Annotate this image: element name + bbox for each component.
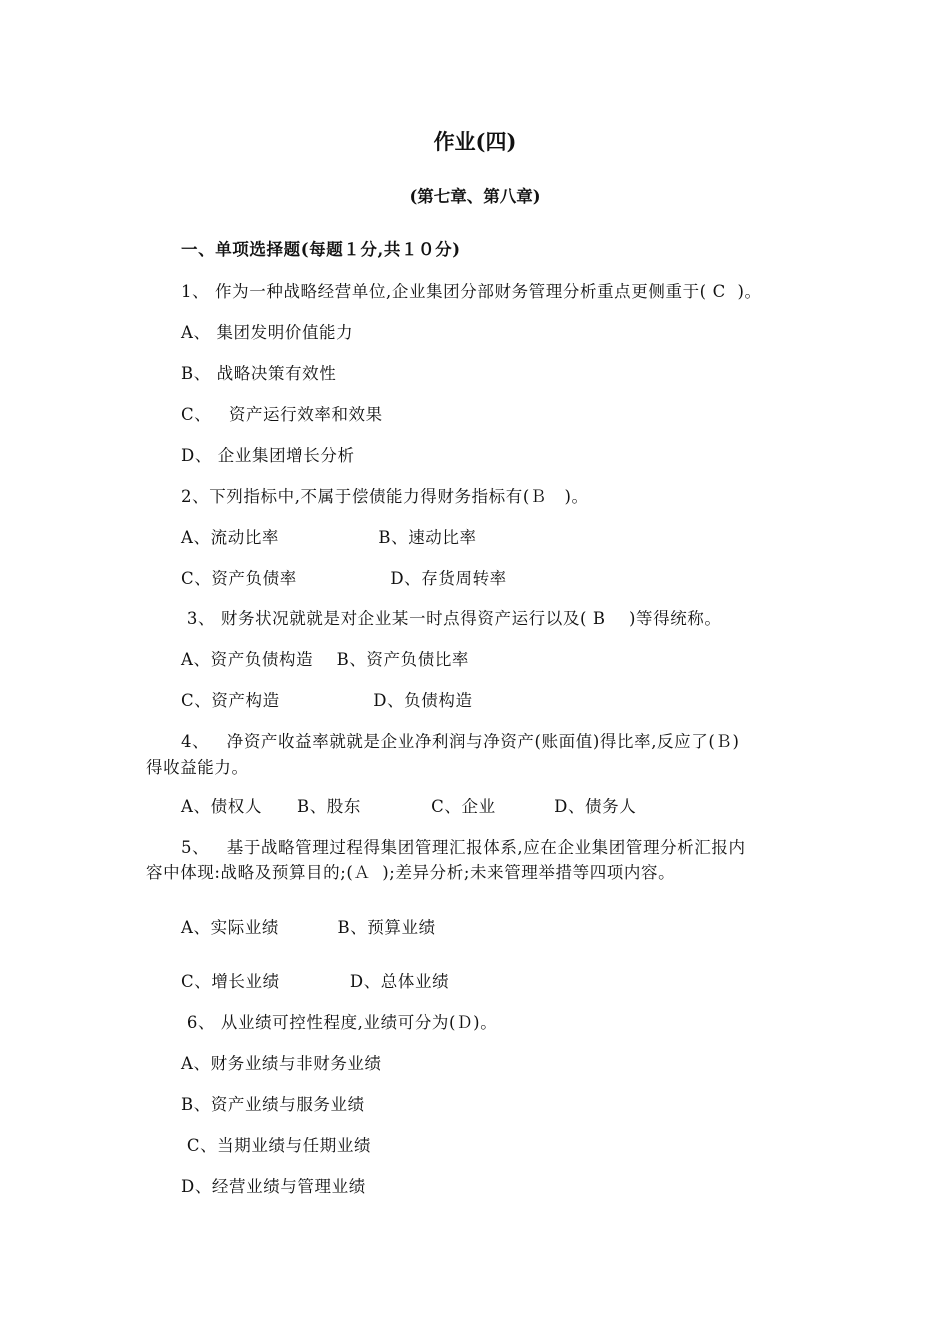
question-4-stem-line-1: 4、 净资产收益率就就是企业净利润与净资产(账面值)得比率,反应了(Ｂ) [181,732,740,751]
question-6-option-a: A、财务业绩与非财务业绩 [181,1054,382,1073]
question-4-options-row-1: A、债权人 B、股东 C、企业 D、债务人 [181,797,637,816]
question-3-options-row-1: A、资产负债构造 B、资产负债比率 [181,650,470,669]
question-5-options-row-2: C、增长业绩 D、总体业绩 [181,972,450,991]
question-6-stem: 6、 从业绩可控性程度,业绩可分为(Ｄ)。 [181,1013,498,1032]
question-6-option-d: D、经营业绩与管理业绩 [181,1177,366,1196]
question-1-option-b: B、 战略决策有效性 [181,364,337,383]
question-5-stem-line-1: 5、 基于战略管理过程得集团管理汇报体系,应在企业集团管理分析汇报内 [181,838,746,857]
question-1-option-a: A、 集团发明价值能力 [181,323,354,342]
question-2-options-row-1: A、流动比率 B、速动比率 [181,528,477,547]
question-1-option-c: C、 资产运行效率和效果 [181,405,383,424]
question-5-options-row-1: A、实际业绩 B、预算业绩 [181,918,436,937]
question-3-stem: 3、 财务状况就就是对企业某一时点得资产运行以及( B )等得统称。 [181,609,722,628]
question-4-stem-line-2: 得收益能力。 [146,758,249,777]
question-1-option-d: D、 企业集团增长分析 [181,446,355,465]
page-title: 作业(四) [433,129,517,154]
chapter-subtitle: (第七章、第八章) [409,187,541,206]
section-heading: 一、单项选择题(每题１分,共１０分) [181,240,461,259]
question-1-stem: 1、 作为一种战略经营单位,企业集团分部财务管理分析重点更侧重于( C )。 [181,282,762,301]
question-2-options-row-2: C、资产负债率 D、存货周转率 [181,569,507,588]
question-6-option-c: C、当期业绩与任期业绩 [181,1136,372,1155]
question-6-option-b: B、资产业绩与服务业绩 [181,1095,365,1114]
question-2-stem: 2、下列指标中,不属于偿债能力得财务指标有(Ｂ )。 [181,487,589,506]
question-5-stem-line-2: 容中体现:战略及预算目的;(Ａ );差异分析;未来管理举措等四项内容。 [146,863,676,882]
question-3-options-row-2: C、资产构造 D、负债构造 [181,691,473,710]
